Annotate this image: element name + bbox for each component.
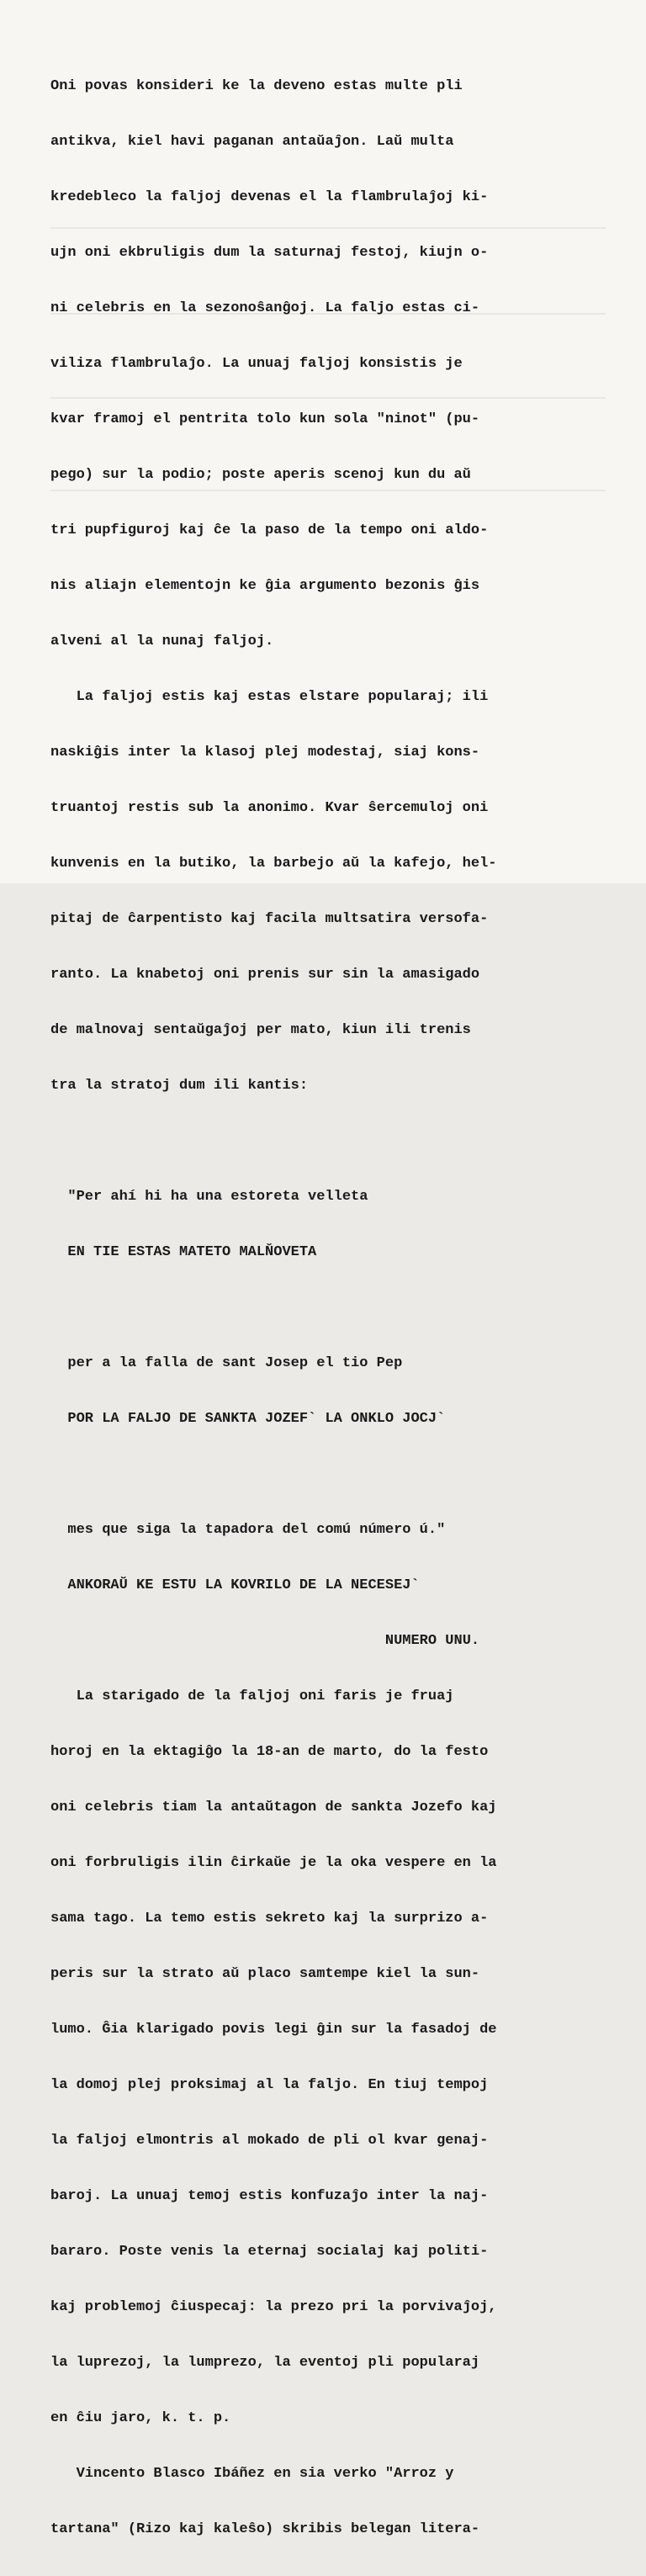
text-line: pego) sur la podio; poste aperis scenoj kun du aŭ <box>50 467 471 483</box>
text-line: horoj en la ektagiĝo la 18-an de marto, do la festo <box>50 1744 489 1760</box>
text-line: La starigado de la faljoj oni faris je fruaj <box>50 1688 454 1704</box>
text-line: tra la stratoj dum ili kantis: <box>50 1078 309 1094</box>
verse-line: "Per ahí hi ha una estoreta velleta <box>67 1189 368 1205</box>
text-line: kredebleco la faljoj devenas el la flambrulaĵoj ki- <box>50 189 489 205</box>
text-line: peris sur la strato aŭ placo samtempe kiel la sun- <box>50 1966 480 1982</box>
text-line: alveni al la nunaj faljoj. <box>50 633 274 649</box>
text-line: oni forbruligis ilin ĉirkaŭe je la oka vespere en la <box>50 1855 497 1871</box>
text-line: la luprezoj, la lumprezo, la eventoj pli popularaj <box>50 2355 480 2371</box>
text-line: antikva, kiel havi paganan antaŭaĵon. Laŭ multa <box>50 134 454 150</box>
text-line: Vincento Blasco Ibáñez en sia verko "Arroz y <box>50 2466 454 2482</box>
text-line: Oni povas konsideri ke la deveno estas multe pli <box>50 78 463 94</box>
text-line: ni celebris en la sezonoŝanĝoj. La faljo estas ci- <box>50 300 480 316</box>
verse-line: mes que siga la tapadora del comú número ú." <box>67 1522 446 1538</box>
text-line: La faljoj estis kaj estas elstare popularaj; ili <box>50 689 489 705</box>
text-line: de malnovaj sentaŭgaĵoj per mato, kiun ili trenis <box>50 1022 471 1038</box>
text-line: nis aliajn elementojn ke ĝia argumento bezonis ĝis <box>50 578 480 594</box>
text-line: tri pupfiguroj kaj ĉe la paso de la tempo oni aldo- <box>50 522 489 538</box>
text-line: ujn oni ekbruligis dum la saturnaj festoj, kiujn o- <box>50 245 489 261</box>
text-line: pitaj de ĉarpentisto kaj facila multsatira versofa- <box>50 911 489 927</box>
verse-translation: NUMERO UNU. <box>384 1633 480 1649</box>
text-line: lumo. Ĝia klarigado povis legi ĝin sur la fasadoj de <box>50 2022 497 2038</box>
body-text <box>50 40 612 2576</box>
text-line: la faljoj elmontris al mokado de pli ol kvar genaj- <box>50 2133 489 2149</box>
text-line: ranto. La knabetoj oni prenis sur sin la amasigado <box>50 967 480 983</box>
text-line: bararo. Poste venis la eternaj socialaj kaj politi- <box>50 2244 489 2260</box>
text-line: naskiĝis inter la klasoj plej modestaj, siaj kons- <box>50 745 480 761</box>
text-line: kvar framoj el pentrita tolo kun sola "ninot" (pu- <box>50 411 480 427</box>
text-line: truantoj restis sub la anonimo. Kvar ŝercemuloj oni <box>50 800 489 816</box>
text-line: tartana" (Rizo kaj kaleŝo) skribis belegan litera- <box>50 2521 480 2537</box>
verse-translation: EN TIE ESTAS MATETO MALŇOVETA <box>67 1244 317 1260</box>
text-line: oni celebris tiam la antaŭtagon de sankta Jozefo kaj <box>50 1799 497 1815</box>
verse-line: per a la falla de sant Josep el tio Pep <box>67 1355 403 1371</box>
text-line: baroj. La unuaj temoj estis konfuzaĵo inter la naj- <box>50 2188 489 2204</box>
text-line: kunvenis en la butiko, la barbejo aŭ la kafejo, hel- <box>50 856 497 872</box>
text-line: sama tago. La temo estis sekreto kaj la surprizo a- <box>50 1911 489 1927</box>
verse-translation: ANKORAŬ KE ESTU LA KOVRILO DE LA NECESEJ` <box>67 1577 420 1593</box>
text-line: en ĉiu jaro, k. t. p. <box>50 2410 231 2426</box>
verse-translation: POR LA FALJO DE SANKTA JOZEF` LA ONKLO JOCJ` <box>67 1411 446 1427</box>
text-line: kaj problemoj ĉiuspecaj: la prezo pri la porvivaĵoj, <box>50 2299 497 2315</box>
text-line: la domoj plej proksimaj al la faljo. En tiuj tempoj <box>50 2077 489 2093</box>
text-line: viliza flambrulaĵo. La unuaj faljoj konsistis je <box>50 356 463 372</box>
